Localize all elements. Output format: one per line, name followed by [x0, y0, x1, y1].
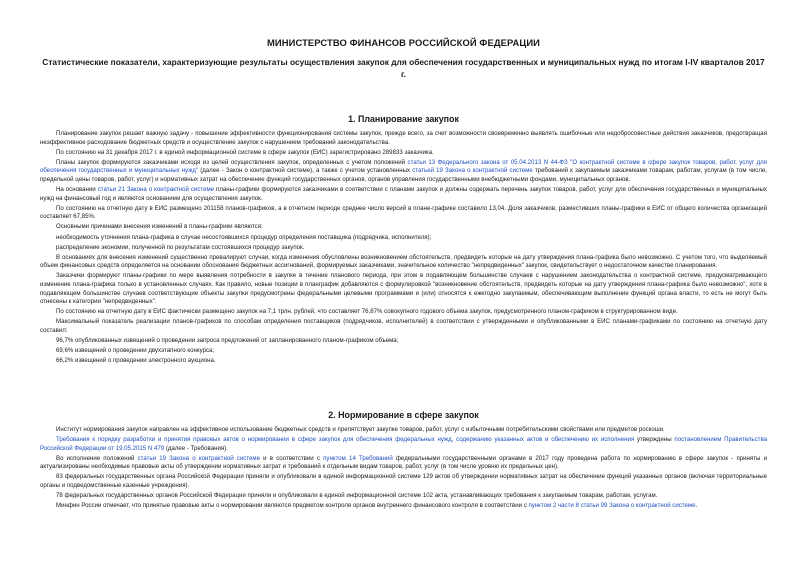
paragraph: Требования к порядку разработки и принятия правовых актов о нормировании в сфере закупок для обеспечения федеральных нужд, содержанию указанных актов и обеспечению их исполнения утверждены постановлением Правительства Российской Федерации от 19.05.2015 N 479 (далее - Требования). — [40, 436, 768, 452]
section-planning-body — [40, 130, 767, 367]
paragraph: Основными причинами внесения изменений в планы-графики являются: — [56, 223, 263, 231]
resolution-link[interactable]: постановлением Правительства Российской Федерации от 19.05.2015 N 479 — [40, 436, 768, 452]
document-title: Статистические показатели, характеризующие результаты осуществления закупок для обеспечения государственных и муниципальных нужд по итогам I-IV кварталов 2017 г. — [42, 57, 765, 79]
paragraph: Планы закупок формируются заказчиками исходя из целей осуществления закупок, определенных с учетом положений статьи 13 Федерального закона от 05.04.2013 N 44-ФЗ "О контрактной системе в сфере закупок товаров, работ, услуг для обеспечения государственных и муниципальных нужд" (далее - Закон о контрактной системе), а также с учетом установленных статьей 19 Закона о контрактной системе требований к закупаемым заказчиками товарам, работам, услугам (в том числе, предельной цены товаров, работ, услуг) и нормативных затрат на обеспечение функций государственных органов, органов управления государственными внебюджетными фондами, муниципальных органов. — [40, 158, 767, 183]
paragraph: На основании статьи 21 Закона о контрактной системе планы-графики формируются заказчиками в соответствии с планами закупок и должны содержать перечень закупок товаров, работ, услуг для обеспечения государственных и муниципальных нужд на финансовый год и являются основанием для осуществления закупок. — [40, 186, 767, 202]
list-item: распределение экономии, полученной по результатам состоявшихся процедур закупок. — [56, 243, 305, 251]
requirements-point-link[interactable]: пунктом 14 Требований — [323, 454, 393, 462]
law-link[interactable]: статьи 13 Федерального закона от 05.04.2013 N 44-ФЗ "О контрактной системе в сфере закупок товаров, работ, услуг для обеспечения государственных и муниципальных нужд" — [40, 158, 767, 175]
list-item: 96,7% опубликованных извещений о проведении запроса предложений от запланированного планом-графиком объема; — [56, 337, 399, 345]
requirements-link[interactable]: Требования к порядку разработки и принятия правовых актов о нормировании в сфере закупок для обеспечения федеральных нужд, содержанию указанных актов и обеспечению их исполнения — [56, 436, 635, 444]
paragraph: Максимальный показатель реализации планов-графиков по способам определения поставщиков (подрядчиков, исполнителей) в соответствии с утвержденными и опубликованными в ЕИС планами-графиками по состоянию на отчетную дату составил: — [40, 318, 767, 334]
section-heading-planning: 1. Планирование закупок — [348, 114, 459, 124]
paragraph: 78 федеральных государственных органов Российской Федерации приняли и опубликовали в единой информационной системе 102 акта, устанавливающих требования к закупаемым товарам, работам, услугам. — [56, 492, 658, 500]
paragraph: Заказчики формируют планы-графики по мере выявления потребности в закупке в течение планового периода, при этом в подавляющем большинстве случаев с нарушением законодательства о контрактной системе, предусматривающего изменение плана-графика только в установленных случаях. Как правило, новые позиции в планграфик добавляются с формулировкой "возникновение обстоятельств, предвидеть которые на дату утверждения плана-графика было невозможно", хотя в подавляющем большинстве случаев соответствующие объекты закупки предусмотрены федеральными целевыми программами и (или) относятся к ежегодно закупаемым, обеспечивающим выполнение функций органа власти, то есть не могут быть отнесены к категории "непредвиденных". — [40, 272, 767, 306]
paragraph: Институт нормирования закупок направлен на эффективное использование бюджетных средств и препятствует закупке товаров, работ, услуг с избыточными потребительскими свойствами или предметов роскоши. — [56, 426, 665, 433]
ministry-heading: МИНИСТЕРСТВО ФИНАНСОВ РОССИЙСКОЙ ФЕДЕРАЦИИ — [266, 37, 541, 48]
paragraph: По состоянию на 31 декабря 2017 г. в единой информационной системе в сфере закупок (ЕИС) зарегистрировано 289833 заказчика. — [56, 148, 434, 156]
paragraph: В основаниях для внесения изменений существенно превалируют случаи, когда изменения обусловлены возникновением обстоятельств, предвидеть которые на дату утверждения плана-графика было невозможно. С учетом того, что выделяемый объем финансовых средств определяется на основании обоснования бюджетных ассигнований, формируемых заказчиками, значительное количество "непредвиденных" закупок, свидетельствует о недостаточном качестве планирования. — [40, 253, 767, 270]
paragraph: Минфин России отмечает, что принятые правовые акты о нормировании являются предметом контроля органов внутреннего финансового контроля в соответствии с пунктом 2 части 8 статьи 99 Закона о контрактной системе. — [56, 502, 698, 510]
paragraph: Во исполнение положений статьи 19 Закона о контрактной системе и в соответствии с пунктом 14 Требований федеральными государственными органами в 2017 году проведена работа по нормированию в сфере закупок - приняты и актуализированы необходимые правовые акты об утверждении нормативных затрат и требований к отдельным видам товаров, работ, услуг (в том числе уровню их предельных цен). — [40, 454, 767, 471]
law-link[interactable]: статьи 21 Закона о контрактной системе — [97, 186, 215, 194]
paragraph: Планирование закупок решает важную задачу - повышение эффективности функционирования системы закупок, прежде всего, за счет возможности своевременно выявлять ошибочные или недобросовестные действия заказчиков, предотвращая неэффективное расходование бюджетных средств и осуществление закупок с нарушением требований законодательства. — [40, 130, 767, 146]
section-norming-body — [40, 426, 767, 512]
law-link[interactable]: статьей 19 Закона о контрактной системе — [412, 167, 533, 175]
paragraph: 83 федеральных государственных органа Российской Федерации приняли и опубликовали в единой информационной системе 129 актов об утверждении нормативных затрат на обеспечение функций указанных органов (включая территориальные органы и подведомственные казенные учреждения). — [40, 473, 767, 490]
list-item: необходимость уточнения плана-графика в случае несостоявшихся процедур определения поставщика (подрядчика, исполнителя); — [56, 233, 432, 241]
paragraph: По состоянию на отчетную дату в ЕИС фактически размещено закупок на 7,1 трлн. рублей, что составляет 76,87% совокупного годового объема закупок, предусмотренного планом-графиком в структурированном виде. — [56, 308, 678, 316]
section-heading-norming: 2. Нормирование в сфере закупок — [328, 410, 479, 420]
paragraph: По состоянию на отчетную дату в ЕИС размещено 201158 планов-графиков, а в отчетном периоде среднее число версий в плане-графике составило 13,04. Доля заказчиков, разместивших планы-графики в ЕИС от общего количества организаций составляет 67,85%. — [40, 204, 767, 221]
list-item: 69,6% извещений о проведении двухэтапного конкурса; — [56, 347, 215, 355]
law-link[interactable]: пунктом 2 части 8 статьи 99 Закона о контрактной системе — [528, 502, 696, 510]
law-link[interactable]: статьи 19 Закона о контрактной системе — [137, 454, 260, 462]
list-item: 66,2% извещений о проведении электронного аукциона. — [56, 357, 216, 365]
